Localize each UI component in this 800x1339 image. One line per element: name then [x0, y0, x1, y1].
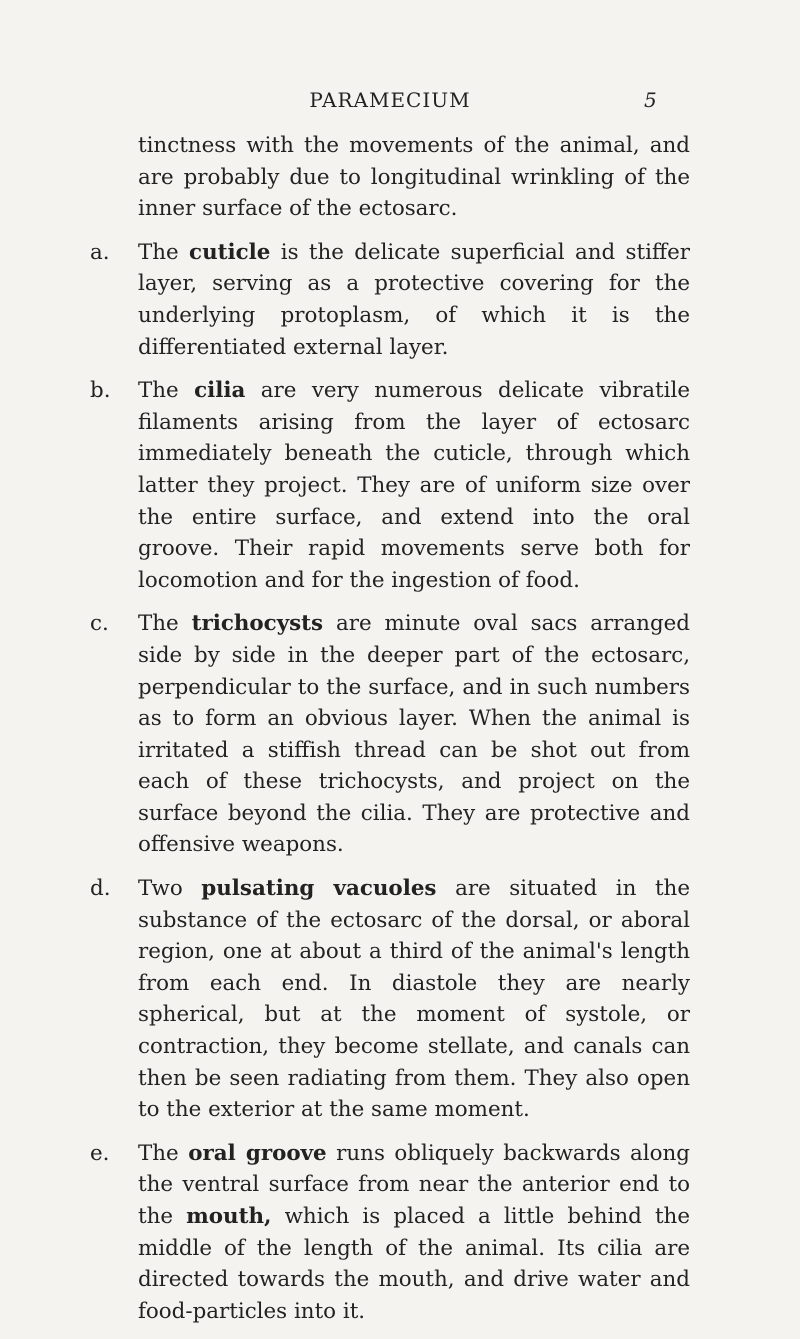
item-term: pulsating vacuoles — [201, 876, 437, 902]
page-header — [0, 88, 800, 118]
list-item-b — [90, 375, 690, 596]
body-text — [90, 130, 690, 1339]
item-marker: d. — [90, 876, 111, 902]
item-term: cilia — [194, 378, 246, 404]
list-item-a — [90, 237, 690, 363]
item-text-after: are situated in the substance of the ectosarc of the dorsal, or aboral region, one at about a third of the animal's length from each end. In diastole they are nearly spherical, but at the moment of systole, or contraction, they become stellate, and canals can then be seen radiating from them. They also open to the exterior at the same moment. — [138, 876, 690, 1123]
page-number: 5 — [644, 88, 657, 112]
list-item-e — [90, 1138, 690, 1328]
item-term-2: mouth, — [186, 1204, 272, 1229]
item-text-after: are very numerous delicate vibratile filaments arising from the layer of ectosarc immediately beneath the cuticle, through which latter they project. They are of uniform size over the entire surface, and extend into the oral groove. Their rapid movements serve both for locomotion and for the ingestion of food. — [138, 378, 690, 593]
item-text-after-2: which is placed a little behind the middle of the length of the animal. Its cilia are directed towards the mouth, and drive water and food-particles into it. — [138, 1204, 690, 1324]
running-title: PARAMECIUM — [309, 88, 471, 112]
item-text-after: are minute oval sacs arranged side by side in the deeper part of the ectosarc, perpendicular to the surface, and in such numbers as to form an obvious layer. When the animal is irritated a stiffish thread can be shot out from each of these trichocysts, and project on the surface beyond the cilia. They are protective and offensive weapons. — [138, 611, 690, 858]
item-term: oral groove — [188, 1140, 327, 1166]
item-text-after: is the delicate superficial and stiffer layer, serving as a protective covering for the underlying protoplasm, of which it is the differentiated external layer. — [138, 239, 690, 360]
list-item-c — [90, 608, 690, 861]
item-marker: c. — [90, 611, 109, 637]
item-text-after: runs obliquely backwards along the ventral surface from near the anterior end to the — [138, 1140, 690, 1229]
item-marker: b. — [90, 378, 111, 404]
item-text-before: The — [138, 378, 195, 404]
item-term: cuticle — [189, 239, 271, 265]
item-marker: a. — [90, 239, 110, 265]
item-text-before: The — [138, 611, 192, 637]
list-item-d — [90, 873, 690, 1126]
item-term: trichocysts — [191, 611, 324, 637]
item-text-before: The — [138, 1140, 189, 1166]
continuation-paragraph: tinctness with the movements of the animal, and are probably due to longitudinal wrinkling of the inner surface of the ectosarc. — [138, 133, 690, 222]
item-text-before: The — [138, 239, 190, 265]
item-marker: e. — [90, 1140, 110, 1166]
item-text-before: Two — [138, 876, 202, 902]
